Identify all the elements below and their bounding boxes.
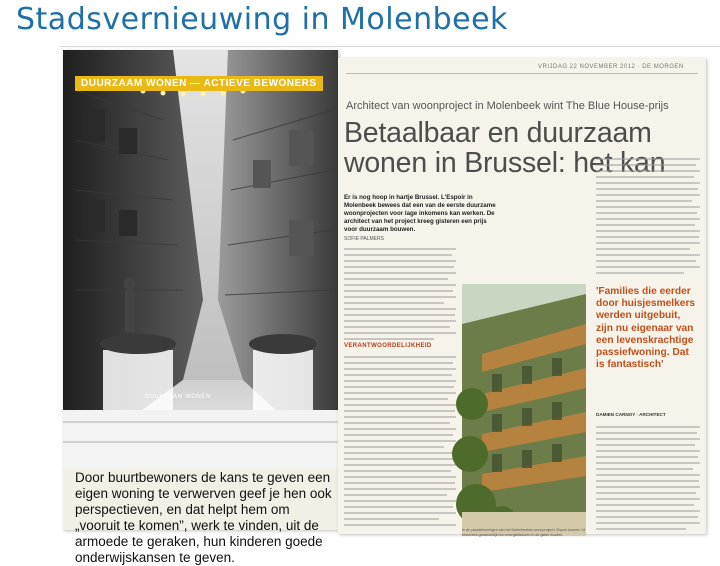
body-text-lines (344, 354, 456, 529)
body-column-2 (344, 354, 456, 529)
alley-photo-illustration (63, 50, 338, 468)
article-lede: Er is nog hoop in hartje Brussel. L'Espoir in Molenbeek bewees dat een van de eerste duurzame woonprojecten voor lage inkomens kan werken. De architect van het project kreeg gisteren een prijs voor duurzaam bouwen. (344, 194, 496, 233)
left-newspaper-clipping (63, 50, 338, 565)
alley-photo (63, 50, 338, 468)
side-column-text (596, 156, 700, 280)
body-column-1 (344, 246, 456, 341)
facade-photo-illustration (462, 284, 586, 536)
body-text-lines (596, 424, 700, 530)
housing-facade-photo (462, 284, 586, 536)
side-column-text-lower (596, 424, 700, 530)
section-heading: VERANTWOORDELIJKHEID (344, 343, 432, 349)
article-byline: SOFIE PALMERS (344, 236, 384, 242)
right-newspaper-clipping (338, 58, 706, 537)
issue-date-line: VRIJDAG 22 NOVEMBER 2012 · DE MORGEN (538, 64, 684, 70)
title-divider (60, 46, 720, 47)
body-text-lines (344, 246, 456, 341)
pull-quote-left: Door buurtbewoners de kans te geven een eigen woning te verwerven geef je hen ook perspectieven, en dat helpt hem om „vooruit te komen”, werk te vinden, uit de armoede te geraken, hun kinderen goede onderwijskansen te geven. (75, 470, 332, 565)
pull-quote-right: 'Families die eerder door huisjesmelkers werden uitgebuit, zijn nu eigenaar van een levenskrachtige passiefwoning. Dat is fantastisch' (596, 286, 696, 371)
photo-caption: DUURZAAM WONEN (145, 394, 211, 400)
section-kicker-label: DUURZAAM WONEN — ACTIEVE BEWONERS (75, 76, 323, 91)
issue-divider (346, 73, 698, 74)
article-headline: Betaalbaar en duurzaam wonen in Brussel: het kan (344, 117, 666, 179)
pull-quote-attribution: DAMIEN CARNOY · ARCHITECT (596, 412, 666, 417)
article-subtitle: Architect van woonproject in Molenbeek wint The Blue House-prijs (346, 100, 669, 112)
photo-caption: In de passiefwoningen van het Molenbeekse woonproject L'Espoir kunnen 14 bewoners gezamenlijk hun energiefacturen in de gaten houden. (462, 528, 585, 537)
slide-title: Stadsvernieuwing in Molenbeek (16, 2, 508, 37)
body-text-lines (596, 156, 700, 280)
